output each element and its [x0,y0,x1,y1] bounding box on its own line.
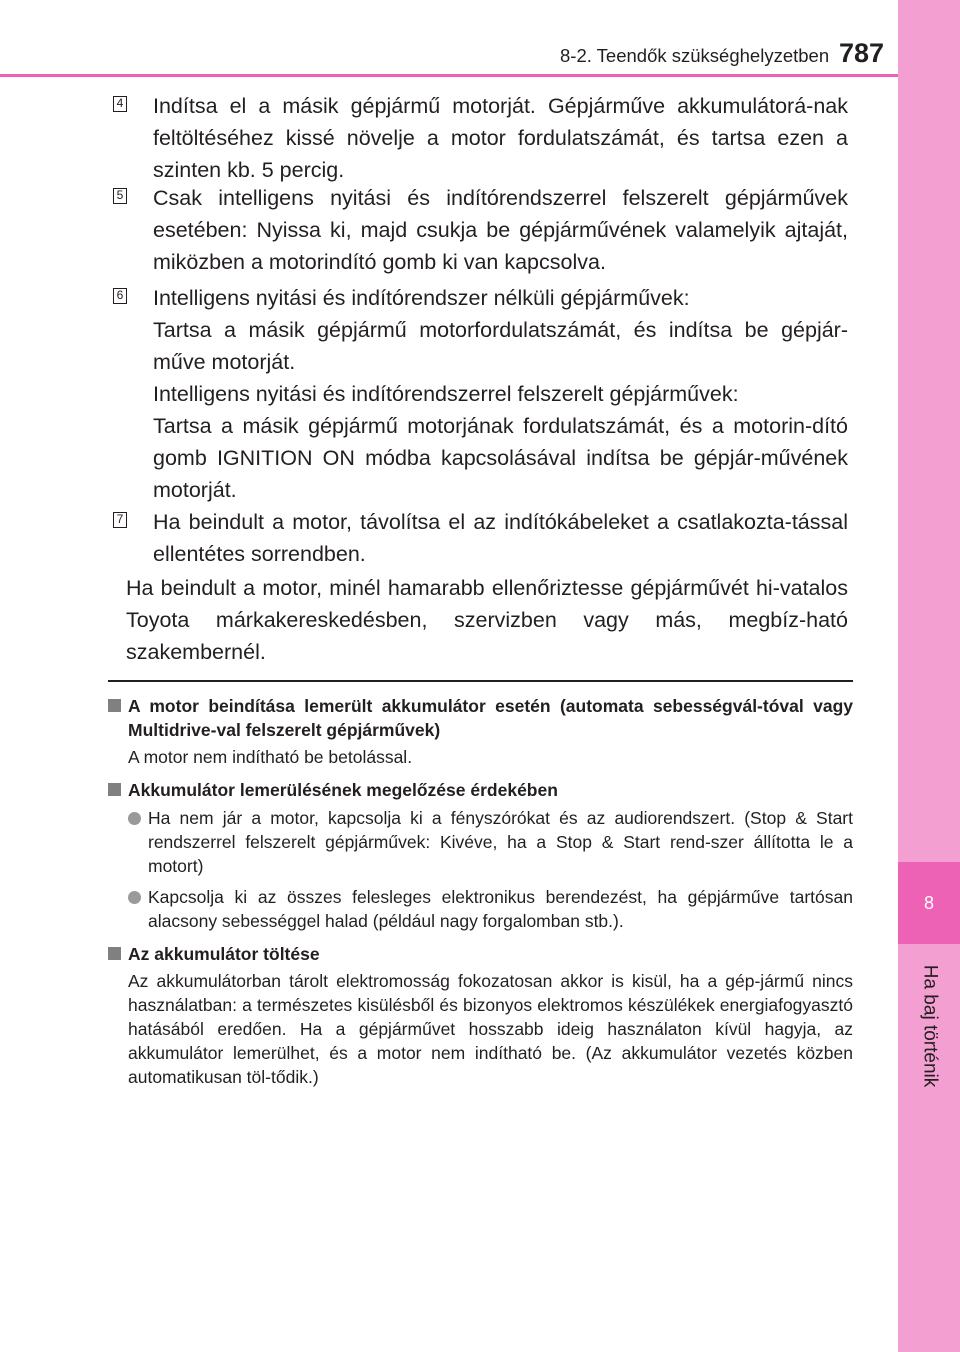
note-bullet-text: Kapcsolja ki az összes felesleges elektronikus berendezést, ha gépjárműve tartósan alacsony sebességgel halad (például nagy forgalomban stb.). [148,887,853,931]
step-text: Tartsa a másik gépjármű motorfordulatszámát, és indítsa be gépjár-műve motorját. [153,318,848,374]
note-battery-charging [108,942,853,1089]
note-bullet [128,885,853,933]
step-text: Tartsa a másik gépjármű motorjának fordulatszámát, és a motorin-dító gomb IGNITION ON módba kapcsolásával indítsa be gépjár-művének motorját. [153,414,848,502]
step-text: Intelligens nyitási és indítórendszerrel felszerelt gépjárművek: [153,382,739,406]
step-text: Indítsa el a másik gépjármű motorját. Gépjárműve akkumulátorá-nak feltöltéséhez kissé növelje a motor fordulatszámát, és tartsa ezen a szinten kb. 5 percig. [153,94,848,182]
note-heading [108,778,853,802]
step-7 [108,506,848,570]
step-number-badge: 6 [113,288,127,304]
square-bullet-icon [108,947,121,960]
section-title: 8-2. Teendők szükséghelyzetben [560,45,830,66]
note-heading [108,694,853,742]
note-prevent-discharge [108,778,853,933]
step-5 [108,182,848,278]
square-bullet-icon [108,783,121,796]
circle-bullet-icon [128,812,141,825]
note-text: Az akkumulátorban tárolt elektromosság fokozatosan akkor is kisül, ha a gép-jármű nincs használatban: a természetes kisülésből és bizonyos elektromos készülékek energiafogyasztó hatásából eredően. Ha a gépjárművet hosszabb ideig használaton kívül hagyja, az akkumulátor lemerülhet, és a motor nem indítható be. (Az akkumulátor vezetés közben automatikusan töl-tődik.) [128,971,853,1087]
page-number: 787 [838,38,884,68]
step-number-badge: 5 [113,188,127,204]
after-steps-paragraph: Ha beindult a motor, minél hamarabb ellenőriztesse gépjárművét hi-vatalos Toyota márkakereskedésben, szervizben vagy más, megbíz-ható szakembernél. [126,576,848,664]
chapter-title-tab [898,956,960,1096]
step-number-badge: 7 [113,512,127,528]
step-text: Csak intelligens nyitási és indítórendszerrel felszerelt gépjárművek esetében: Nyissa ki, majd csukja be gépjárművének valamelyik ajtaját, miközben a motorindító gomb ki van kapcsolva. [153,186,848,274]
note-bullet-text: Ha nem jár a motor, kapcsolja ki a fényszórókat és az audiorendszert. (Stop & Start rendszerrel felszerelt gépjárművek: Kivéve, ha a Stop & Start rend-szer állította le a motort) [148,808,853,876]
note-heading-text: Az akkumulátor töltése [128,944,320,964]
chapter-sidebar [898,0,960,1352]
note-bump-start [108,694,853,769]
chapter-title: Ha baj történik [919,964,941,1088]
step-6 [108,282,848,506]
chapter-number: 8 [923,892,934,913]
square-bullet-icon [108,699,121,712]
chapter-number-tab [898,862,960,944]
note-bullet [128,806,853,878]
note-heading [108,942,853,966]
step-4 [108,90,848,186]
header-rule [0,74,898,77]
note-heading-text: Akkumulátor lemerülésének megelőzése érdekében [128,780,558,800]
step-text: Ha beindult a motor, távolítsa el az indítókábeleket a csatlakozta-tással ellentétes sorrendben. [153,510,848,566]
circle-bullet-icon [128,891,141,904]
step-text: Intelligens nyitási és indítórendszer nélküli gépjárművek: [153,286,690,310]
section-divider [108,680,853,682]
note-heading-text: A motor beindítása lemerült akkumulátor esetén (automata sebességvál-tóval vagy Multidrive-val felszerelt gépjárművek) [128,696,853,740]
step-number-badge: 4 [113,96,127,112]
note-text: A motor nem indítható be betolással. [128,747,413,767]
